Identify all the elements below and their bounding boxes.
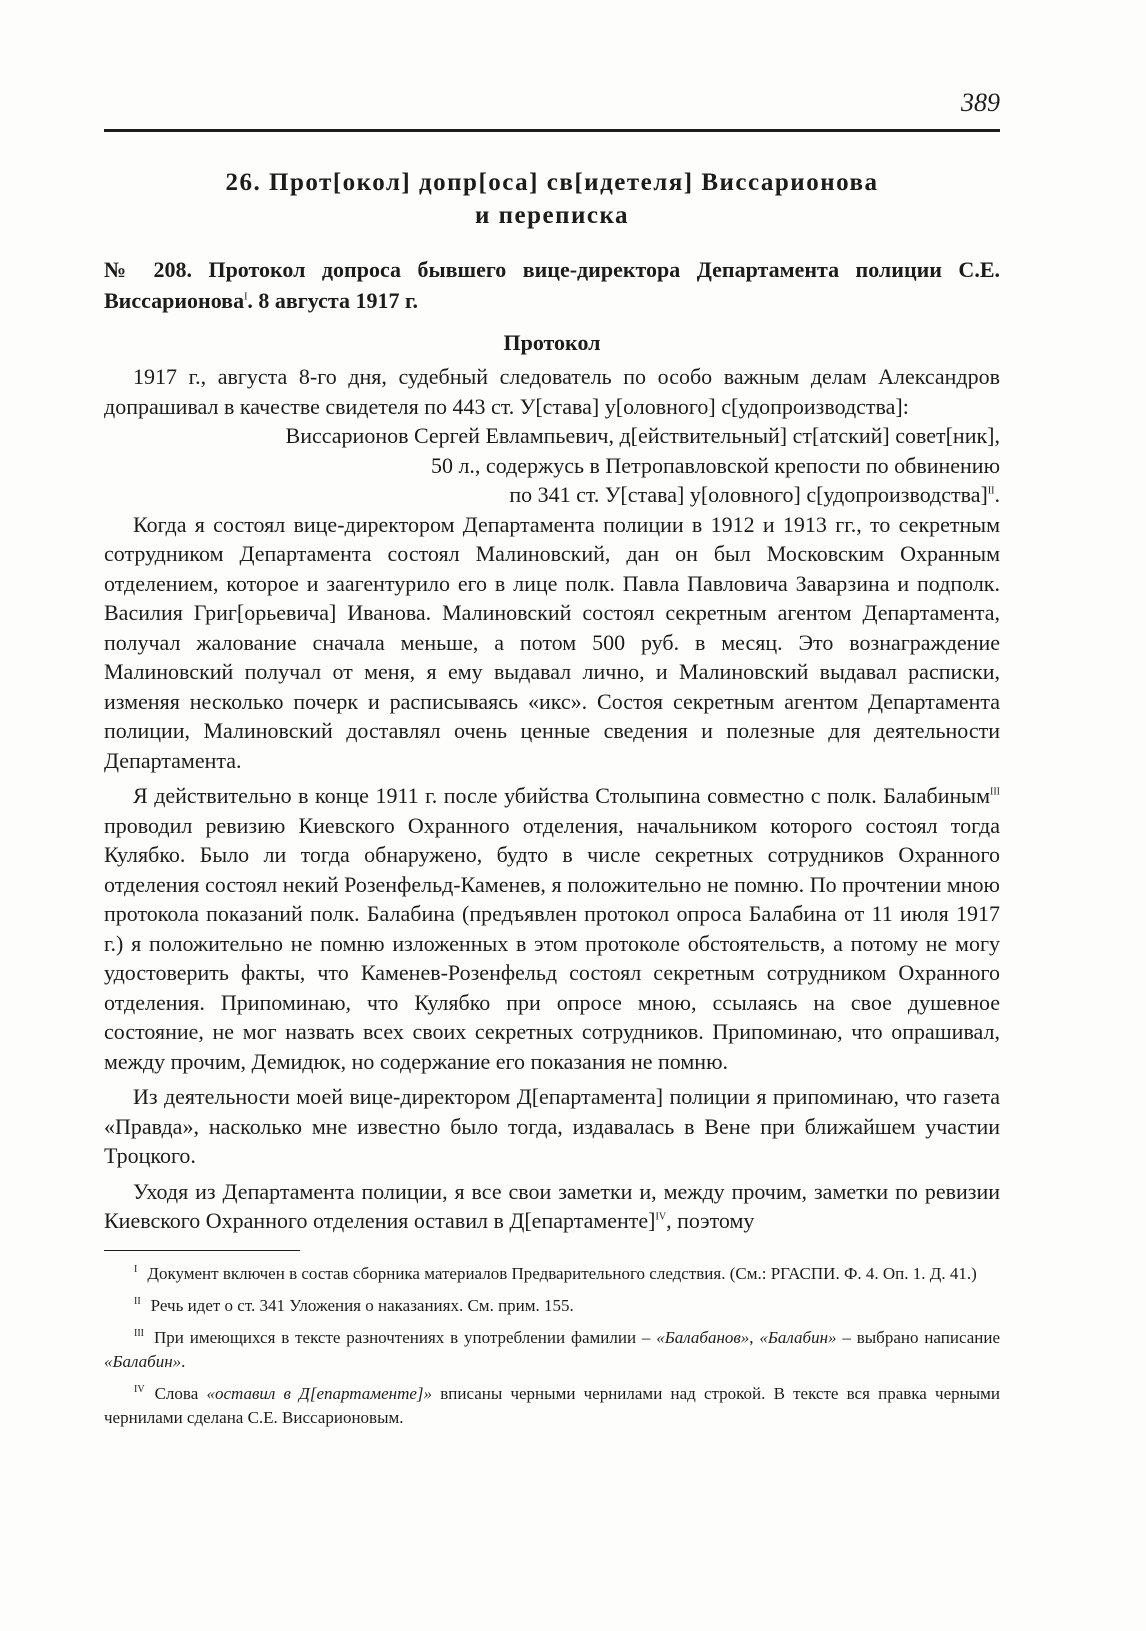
footnote-3	[104, 1326, 1000, 1374]
witness-block	[104, 421, 1000, 510]
protocol-label: Протокол	[503, 330, 601, 355]
intro-paragraph: 1917 г., августа 8-го дня, судебный следователь по особо важным делам Александров допрашивал в качестве свидетеля по 443 ст. У[става] у[оловного] с[удопроизводства]:	[104, 364, 1000, 419]
footnote-3-italic-a: «Балабанов»	[656, 1328, 750, 1347]
section-title-line2: и переписка	[474, 202, 630, 229]
footnotes	[104, 1262, 1000, 1438]
footnote-ref-1[interactable]: I	[244, 291, 248, 303]
paragraph-4-start: Уходя из Департамента полиции, я все свои заметки и, между прочим, заметки по ревизии Киевского Охранного отделения оставил в Д[епартаменте]	[104, 1178, 1000, 1233]
footnote-2-mark: II	[134, 1296, 141, 1308]
paragraph-2-start: Я действительно в конце 1911 г. после убийства Столыпина совместно с полк. Балабиным	[133, 783, 990, 808]
footnote-4-text-a: Слова	[154, 1384, 207, 1403]
footnote-1-text: Документ включен в состав сборника материалов Предварительного следствия. (См.: РГАСПИ. Ф. 4. Оп. 1. Д. 41.)	[147, 1264, 977, 1283]
footnote-3-text-a: При имеющихся в тексте разночтениях в употреблении фамилии –	[154, 1328, 657, 1347]
paragraph-1: Когда я состоял вице-директором Департамента полиции в 1912 и 1913 гг., то секретным сотрудником Департамента состоял Малиновский, дан он был Московским Охранным отделением, которое и заагентурило его в лице полк. Павла Павловича Заварзина и подполк. Василия Григ[орьевича] Иванова. Малиновский состоял секретным агентом Департамента, получал жалование сначала меньше, а потом 500 руб. в месяц. Это вознаграждение Малиновский получал от меня, я ему выдавал лично, и Малиновский выдавал расписки, изменяя несколько почерк и расписываясь «икс». Состоя секретным агентом Департамента полиции, Малиновский доставлял очень ценные сведения и полезные для деятельности Департамента.	[104, 511, 1000, 773]
footnote-rule	[104, 1250, 300, 1251]
footnote-4	[104, 1382, 1000, 1430]
section-title	[104, 166, 1000, 232]
footnote-4-mark: IV	[134, 1384, 145, 1396]
footnote-3-text-d: .	[181, 1352, 186, 1371]
footnote-3-text-c: – выбрано написание	[836, 1328, 1000, 1347]
footnote-ref-2[interactable]: II	[987, 485, 995, 497]
paragraph-2	[104, 781, 1000, 1076]
footnote-1	[104, 1262, 1000, 1286]
footnote-ref-3[interactable]: III	[990, 786, 1000, 798]
document-heading-date: . 8 августа 1917 г.	[247, 288, 418, 313]
paragraph-4-rest: , поэтому	[666, 1208, 755, 1233]
section-title-line1: 26. Прот[окол] допр[оса] св[идетеля] Виссарионова	[225, 169, 879, 196]
paragraph-2-rest: проводил ревизию Киевского Охранного отделения, начальником которого состоял тогда Кулябко. Было ли тогда обнаружено, будто в числе секретных сотрудников Охранного отделения состоял некий Розенфельд-Каменев, я положительно не помню. По прочтении мною протокола показаний полк. Балабина (предъявлен протокол опроса Балабина от 11 июля 1917 г.) я положительно не помню изложенных в этом протоколе обстоятельств, а потому не могу удостоверить факты, что Каменев-Розенфельд состоял секретным сотрудником Охранного отделения. Припоминаю, что Кулябко при опросе мною, ссылаясь на свое душевное состояние, не мог назвать всех своих секретных сотрудников. Припоминаю, что опрашивал, между прочим, Демидюк, но содержание его показания не помню.	[104, 812, 1000, 1074]
footnote-3-mark: III	[134, 1328, 144, 1340]
document-heading	[104, 254, 1000, 316]
header-rule	[104, 129, 1000, 132]
footnote-1-mark: I	[134, 1264, 138, 1276]
paragraph-4	[104, 1177, 1000, 1236]
footnote-2-text: Речь идет о ст. 341 Уложения о наказаниях. См. прим. 155.	[150, 1296, 574, 1315]
witness-line-1: Виссарионов Сергей Евлампьевич, д[ействительный] ст[атский] совет[ник],	[285, 423, 1000, 448]
paragraph-3: Из деятельности моей вице-директором Д[епартамента] полиции я припоминаю, что газета «Правда», насколько мне известно было тогда, издавалась в Вене при ближайшем участии Троцкого.	[104, 1084, 1000, 1168]
footnote-2	[104, 1294, 1000, 1318]
footnote-3-text-b: ,	[749, 1328, 760, 1347]
witness-line-2: 50 л., содержусь в Петропавловской крепости по обвинению	[430, 452, 1000, 478]
document-heading-text: № 208. Протокол допроса бывшего вице-директора Департамента полиции С.Е. Виссарионова	[104, 257, 1000, 313]
witness-line-3: по 341 ст. У[става] у[оловного] с[удопроизводства]$^{II}$.	[509, 482, 1000, 507]
footnote-3-italic-c: «Балабин»	[104, 1352, 182, 1371]
footnote-3-italic-b: «Балабин»	[759, 1328, 837, 1347]
footnote-4-text-b: вписаны черными чернилами над строкой. В тексте вся правка черными чернилами сделана С.Е. Виссарионовым.	[104, 1384, 1000, 1427]
footnote-ref-4[interactable]: IV	[655, 1211, 667, 1223]
witness-line-3-text: по 341 ст. У[става] у[оловного] с[удопроизводства]	[509, 482, 988, 507]
page-content	[104, 166, 1000, 1236]
footnote-4-italic-a: «оставил в Д[епартаменте]»	[206, 1384, 433, 1403]
page-number: 389	[961, 88, 1000, 117]
